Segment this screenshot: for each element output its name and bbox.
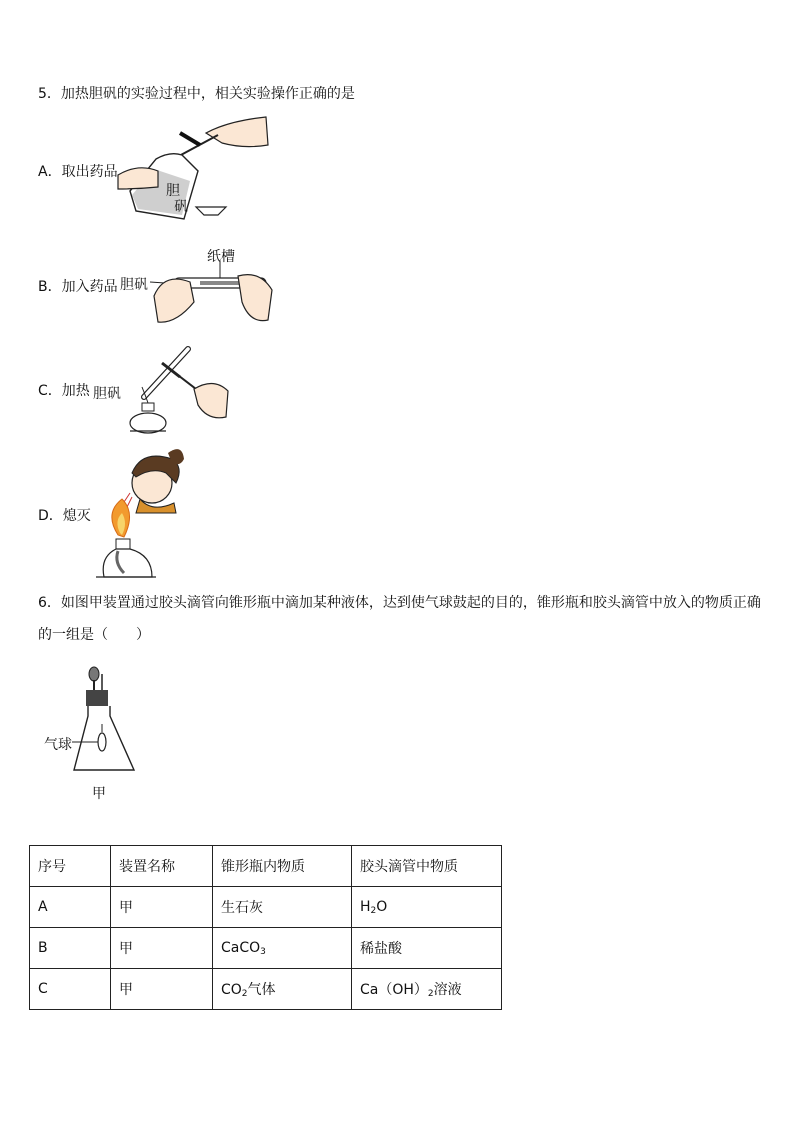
table-header-cell: 序号	[30, 846, 111, 887]
table-row	[30, 969, 502, 1010]
option-c-chemical-label: 胆矾	[93, 386, 121, 402]
option-b-label: B．加入药品	[38, 279, 118, 295]
row-flask-substance: 生石灰	[213, 887, 352, 928]
figure-jia-apparatus	[72, 664, 138, 780]
question-6-stem-line-1: 6．如图甲装置通过胶头滴管向锥形瓶中滴加某种液体，达到使气球鼓起的目的，锥形瓶和胶头滴管中放入的物质正确	[38, 595, 761, 611]
row-dropper-substance: $Ca(OH)_2$溶液	[352, 969, 502, 1010]
row-id: A	[30, 887, 111, 928]
row-id: B	[30, 928, 111, 969]
option-a-bottle-text: 胆	[166, 183, 180, 199]
table-header-cell: 锥形瓶内物质	[213, 846, 352, 887]
option-c-figure	[122, 345, 230, 435]
figure-caption: 甲	[92, 786, 106, 802]
option-b-chemical-label: 胆矾	[120, 277, 148, 293]
row-dropper-substance: 稀盐酸	[352, 928, 502, 969]
row-device: 甲	[111, 928, 213, 969]
option-c-label: C．加热	[38, 383, 90, 399]
option-a-label: A．取出药品	[38, 164, 118, 180]
row-flask-substance: $CO_2$气体	[213, 969, 352, 1010]
row-dropper-substance: $H_2O$	[352, 887, 502, 928]
answer-table	[29, 845, 502, 1010]
option-a-figure	[118, 115, 270, 227]
row-id: C	[30, 969, 111, 1010]
table-header-row	[30, 846, 502, 887]
option-b-paper-trough-label: 纸槽	[207, 249, 235, 265]
table-header-cell: 装置名称	[111, 846, 213, 887]
option-d-label: D．熄灭	[38, 508, 91, 524]
table-row	[30, 928, 502, 969]
table-row	[30, 887, 502, 928]
question-6-stem-line-2: 的一组是（ ）	[38, 627, 150, 643]
row-device: 甲	[111, 969, 213, 1010]
option-b-figure	[150, 262, 275, 328]
table-header-cell: 胶头滴管中物质	[352, 846, 502, 887]
question-5-stem: 5．加热胆矾的实验过程中，相关实验操作正确的是	[38, 86, 355, 102]
option-d-figure	[96, 443, 188, 581]
option-a-bottle-text-2: 矾	[174, 199, 188, 215]
row-device: 甲	[111, 887, 213, 928]
row-flask-substance: CaCO$_3$	[213, 928, 352, 969]
balloon-label: 气球	[44, 734, 72, 754]
